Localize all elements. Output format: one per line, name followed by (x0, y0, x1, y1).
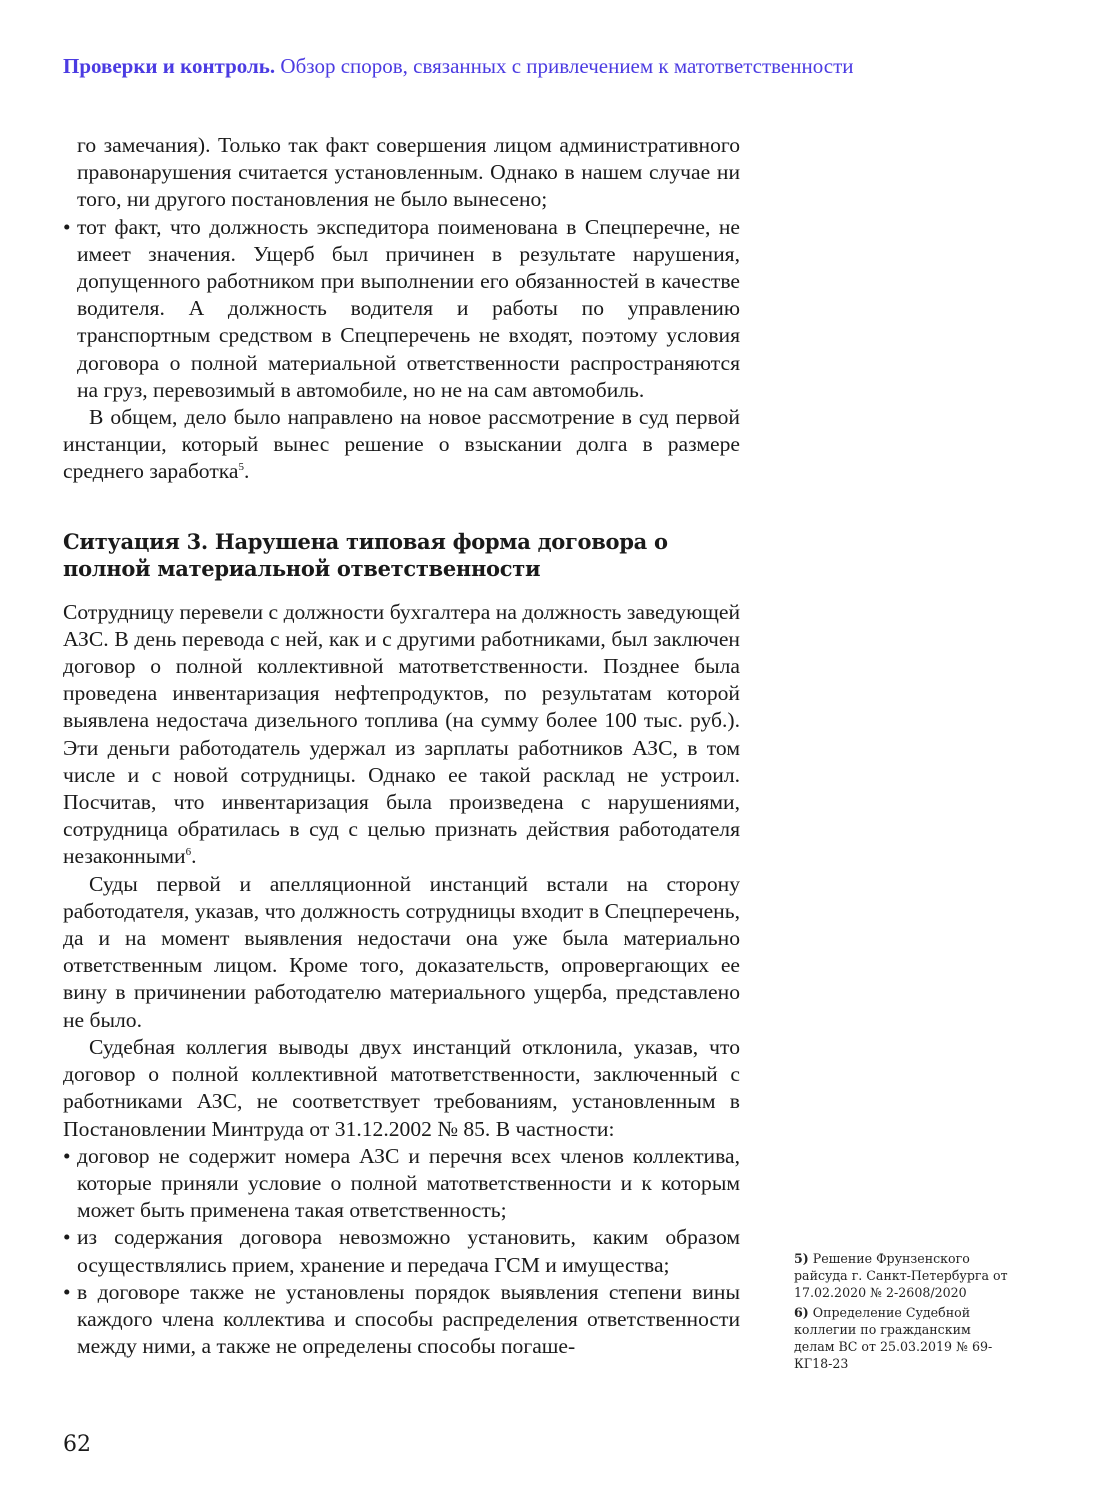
paragraph-summary (63, 404, 740, 486)
page-number: 62 (63, 1432, 91, 1457)
bullet-item: • в договоре также не установлены порядок выявления степени вины каждого члена коллектива и способы распределения ответственности между ними, а также не определены способы погаше- (63, 1279, 740, 1361)
continuation-text: го замечания). Только так факт совершения лицом административного правонарушения считается установленным. Однако в нашем случае ни того, ни другого постановления не было вынесено; (77, 133, 740, 212)
section-title: Обзор споров, связанных с привлечением к матответственности (280, 54, 854, 78)
paragraph-text: В общем, дело было направлено на новое рассмотрение в суд первой инстанции, который вынес решение о взыскании долга в размере среднего заработка (63, 405, 740, 484)
footnote-number: 5) (794, 1251, 809, 1266)
footnote-6 (794, 1304, 1014, 1372)
paragraph-3: Судебная коллегия выводы двух инстанций отклонила, указав, что договор о полной коллективной матответственности, заключенный с работниками АЗС, не соответствует требованиям, установленным в Постановлении Минтруда от 31.12.2002 № 85. В частности: (63, 1034, 740, 1141)
bullet-item: • из содержания договора невозможно установить, каким образом осуществлялись прием, хранение и передача ГСМ и имущества; (63, 1224, 740, 1278)
punctuation: . (191, 844, 197, 869)
bullet-item: • договор не содержит номера АЗС и перечня всех членов коллектива, которые приняли условие о полной матответственности и к которым может быть применена такая ответственность; (63, 1143, 740, 1225)
section-label: Проверки и контроль. (63, 54, 276, 78)
footnote-ref[interactable]: 6 (185, 846, 192, 859)
footnote-text: Решение Фрунзенского райсуда г. Санкт-Петербурга от 17.02.2020 № 2-2608/2020 (794, 1251, 1008, 1300)
footnote-5 (794, 1250, 1014, 1301)
section-heading: Ситуация 3. Нарушена типовая форма договора о полной материальной ответственности (63, 528, 668, 581)
paragraph-1 (63, 599, 740, 871)
main-column (63, 132, 740, 1360)
footnote-number: 6) (794, 1305, 809, 1320)
paragraph-2: Суды первой и апелляционной инстанций встали на сторону работодателя, указав, что должность сотрудницы входит в Спецперечень, да и на момент выявления недостачи она уже была материально ответственным лицом. Кроме того, доказательств, опровергающих ее вину в причинении работодателю материального ущерба, представлено не было. (63, 871, 740, 1032)
punctuation: . (244, 459, 250, 484)
footnotes (794, 1250, 1014, 1375)
footnote-ref[interactable]: 5 (238, 461, 245, 474)
bullet-item: • тот факт, что должность экспедитора поименована в Спецперечне, не имеет значения. Ущерб был причинен в результате нарушения, допущенного работником при выполнении его обязанностей в качестве водителя. А должность водителя и работы по управлению транспортным средством в Спецперечень не входят, поэтому условия договора о полной материальной ответственности распространяются на груз, перевозимый в автомобиле, но не на сам автомобиль. (63, 214, 740, 404)
footnote-text: Определение Судебной коллегии по гражданским делам ВС от 25.03.2019 № 69-КГ18-23 (794, 1305, 993, 1371)
paragraph-text: Сотрудницу перевели с должности бухгалтера на должность заведующей АЗС. В день перевода с ней, как и с другими работниками, был заключен договор о полной коллективной матответственности. Позднее была проведена инвентаризация нефтепродуктов, по результатам которой выявлена недостача дизельного топлива (на сумму более 100 тыс. руб.). Эти деньги работодатель удержал из зарплаты работников АЗС, в том числе и с новой сотрудницы. Однако ее такой расклад не устроил. Посчитав, что инвентаризация была произведена с нарушениями, сотрудница обратилась в суд с целью признать действия работодателя незаконными (63, 599, 740, 869)
running-header (63, 54, 854, 79)
